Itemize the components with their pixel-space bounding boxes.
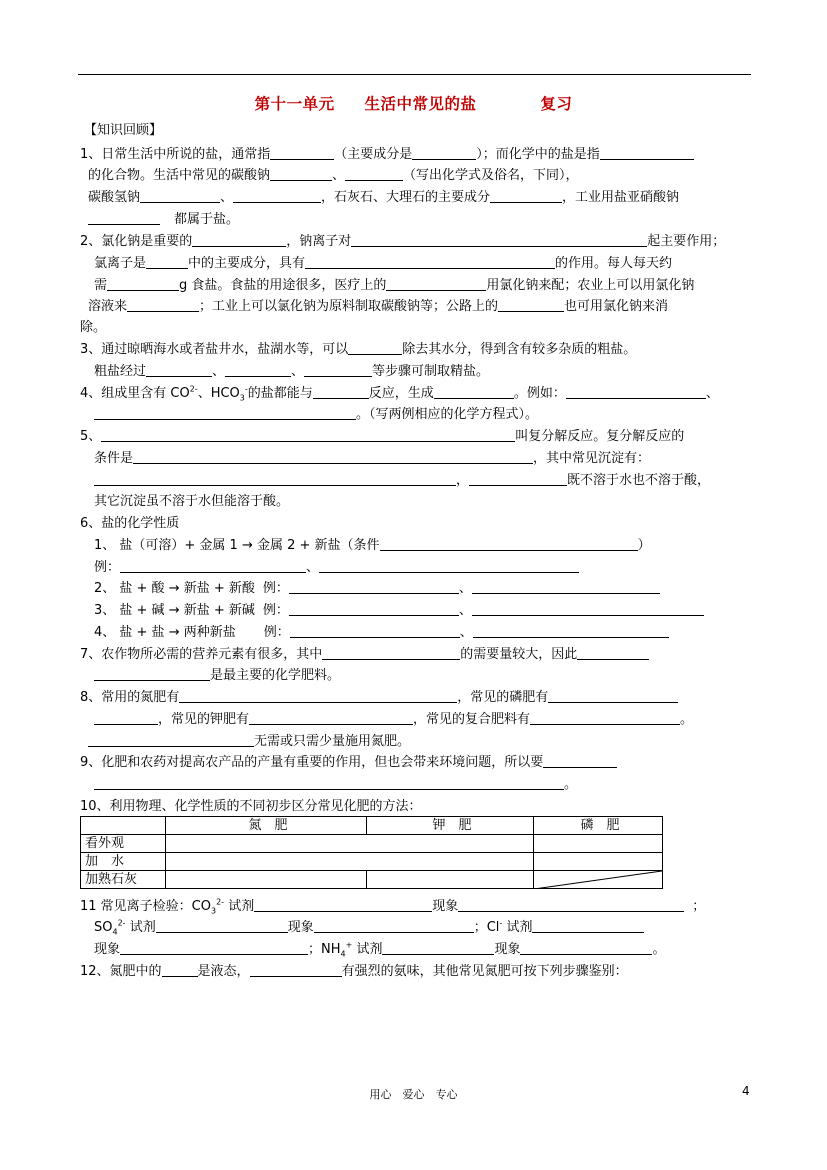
table-cell[interactable] xyxy=(534,853,663,871)
q11-line3: 现象 ；$NH_4^+$ 试剂 现象 。 xyxy=(94,940,666,959)
blank[interactable] xyxy=(162,962,198,977)
blank[interactable] xyxy=(270,166,332,181)
blank[interactable] xyxy=(472,601,704,616)
table-row xyxy=(81,853,663,871)
blank[interactable] xyxy=(548,688,678,703)
q1-line3: 碳酸氢钠 、 ，石灰石、大理石的主要成分 ，工业用盐亚硝酸钠 xyxy=(88,190,680,205)
q3-line1: 3、通过晾晒海水或者盐井水，盐湖水等，可以 除去其水分，得到含有较多杂质的粗盐。 xyxy=(80,342,637,357)
blank[interactable] xyxy=(94,775,564,790)
blank[interactable] xyxy=(120,940,308,955)
q5-line4: 其它沉淀虽不溶于水但能溶于酸。 xyxy=(94,494,290,509)
q12-line1: 12、氮肥中的 是液态， 有强烈的氨味，其他常见氮肥可按下列步骤鉴别： xyxy=(80,964,628,979)
table-row xyxy=(81,835,663,853)
blank[interactable] xyxy=(249,710,413,725)
blank[interactable] xyxy=(458,897,684,912)
fertilizer-table xyxy=(80,816,663,889)
blank[interactable] xyxy=(233,188,321,203)
blank[interactable] xyxy=(140,188,220,203)
blank[interactable] xyxy=(254,897,432,912)
blank[interactable] xyxy=(289,579,459,594)
q4-line1: 4、组成里含有 $CO^{2-}$、$HCO_3^-$的盐都能与 反应，生成 。例如： 、 xyxy=(80,384,719,403)
blank[interactable] xyxy=(351,232,647,247)
blank[interactable] xyxy=(319,558,579,573)
blank[interactable] xyxy=(473,623,669,638)
blank[interactable] xyxy=(101,427,515,442)
blank[interactable] xyxy=(120,558,306,573)
blank[interactable] xyxy=(250,962,342,977)
title-review: 复习 xyxy=(540,95,573,113)
blank[interactable] xyxy=(322,645,460,660)
q8-line2: ，常见的钾肥有 ，常见的复合肥料有 。 xyxy=(94,710,693,730)
q5-line2: 条件是 ，其中常见沉淀有： xyxy=(94,451,651,466)
row-label: 加熟石灰 xyxy=(81,871,166,889)
table-cell[interactable] xyxy=(166,853,534,871)
blank[interactable] xyxy=(530,710,680,725)
blank[interactable] xyxy=(88,732,254,747)
section-heading: 【知识回顾】 xyxy=(84,123,163,138)
diagonal-cell xyxy=(534,871,663,889)
blank[interactable] xyxy=(290,623,460,638)
title-topic: 生活中常见的盐 xyxy=(364,95,477,113)
blank[interactable] xyxy=(434,384,514,399)
blank[interactable] xyxy=(305,254,555,269)
q5-line3: ， 既不溶于水也不溶于酸， xyxy=(94,471,710,491)
blank[interactable] xyxy=(412,145,476,160)
blank[interactable] xyxy=(472,579,660,594)
blank[interactable] xyxy=(289,601,459,616)
q6-rule3: 3、 盐 + 碱 → 新盐 + 新碱 例： 、 xyxy=(94,601,704,621)
q9-line1: 9、化肥和农药对提高农产品的产量有重要的作用，但也会带来环境问题，所以要 xyxy=(80,753,617,773)
q10-title: 10、利用物理、化学性质的不同初步区分常见化肥的方法： xyxy=(80,799,422,814)
q11-line1: 11 常见离子检验：$CO_3^{2-}$ 试剂 现象 ； xyxy=(80,897,706,916)
blank[interactable] xyxy=(107,276,179,291)
q6-rule1: 1、 盐（可溶）+ 金属 1 → 金属 2 + 新盐（条件 ） xyxy=(94,538,651,553)
q5-line1: 5、 叫复分解反应。复分解反应的 xyxy=(80,429,685,444)
table-cell[interactable] xyxy=(166,835,534,853)
blank[interactable] xyxy=(386,276,486,291)
blank[interactable] xyxy=(127,297,199,312)
row-label: 加 水 xyxy=(81,853,166,871)
q8-line1: 8、常用的氮肥有 ，常见的磷肥有 xyxy=(80,688,678,708)
table-row xyxy=(81,871,663,889)
table-header: 钾 肥 xyxy=(367,817,534,835)
blank[interactable] xyxy=(313,384,369,399)
table-header: 氮 肥 xyxy=(166,817,367,835)
blank[interactable] xyxy=(304,362,372,377)
q6-title: 6、盐的化学性质 xyxy=(80,516,180,531)
blank[interactable] xyxy=(577,645,649,660)
header-rule xyxy=(78,74,751,75)
blank[interactable] xyxy=(192,232,286,247)
blank[interactable] xyxy=(532,918,644,933)
q2-line4: 溶液来 ；工业上可以氯化钠为原料制取碳酸钠等；公路上的 也可用氯化钠来消 xyxy=(88,299,669,314)
q3-line2: 粗盐经过 、 、 等步骤可制取精盐。 xyxy=(94,364,490,379)
table-header: 磷 肥 xyxy=(534,817,663,835)
blank[interactable] xyxy=(382,940,494,955)
blank[interactable] xyxy=(146,254,188,269)
q6-rule4: 4、 盐 + 盐 → 两种新盐 例： 、 xyxy=(94,623,669,643)
blank[interactable] xyxy=(94,405,356,420)
footer-text: 用心 爱心 专心 xyxy=(369,1088,458,1101)
blank[interactable] xyxy=(133,449,533,464)
blank[interactable] xyxy=(469,471,567,486)
blank[interactable] xyxy=(146,362,212,377)
blank[interactable] xyxy=(94,666,210,681)
q1-line2: 的化合物。生活中常见的碳酸钠 、 （写出化学式及俗名，下同）， xyxy=(88,168,579,183)
row-label: 看外观 xyxy=(81,835,166,853)
q2-line5: 除。 xyxy=(80,320,107,335)
blank[interactable] xyxy=(520,940,652,955)
table-cell[interactable] xyxy=(166,871,367,889)
q1-line4: 都属于盐。 xyxy=(88,210,239,230)
diagonal-line xyxy=(534,871,662,889)
blank[interactable] xyxy=(94,710,158,725)
table-cell[interactable] xyxy=(367,871,534,889)
title-unit: 第十一单元 xyxy=(254,95,335,113)
q9-line2: 。 xyxy=(94,775,577,795)
page-number: 4 xyxy=(742,1084,750,1098)
blank[interactable] xyxy=(348,340,402,355)
blank[interactable] xyxy=(543,753,617,768)
blank[interactable] xyxy=(314,918,474,933)
blank[interactable] xyxy=(498,297,564,312)
blank[interactable] xyxy=(490,188,562,203)
blank[interactable] xyxy=(225,362,291,377)
q6-rule2: 2、 盐 + 酸 → 新盐 + 新酸 例： 、 xyxy=(94,579,660,599)
blank[interactable] xyxy=(600,145,694,160)
blank[interactable] xyxy=(94,471,456,486)
table-cell xyxy=(81,817,166,835)
q2-line2: 氯离子是 中的主要成分，具有 的作用。每人每天约 xyxy=(94,256,673,271)
q4-line2: 。（写两例相应的化学方程式）。 xyxy=(94,405,538,425)
page-title xyxy=(0,92,827,114)
q2-line1: 2、氯化钠是重要的 ，钠离子对 起主要作用； xyxy=(80,234,726,249)
q7-line2: 是最主要的化学肥料。 xyxy=(94,666,340,686)
table-cell[interactable] xyxy=(534,835,663,853)
blank[interactable] xyxy=(566,384,706,399)
blank[interactable] xyxy=(156,918,288,933)
q2-line3: 需 g 食盐。食盐的用途很多，医疗上的 用氯化钠来配；农业上可以用氯化钠 xyxy=(94,278,695,293)
q7-line1: 7、农作物所必需的营养元素有很多，其中 的需要量较大，因此 xyxy=(80,645,649,665)
q8-line3: 无需或只需少量施用氮肥。 xyxy=(88,732,410,752)
blank[interactable] xyxy=(88,210,160,225)
table-row xyxy=(81,817,663,835)
q11-line2: $SO_4^{2-}$ 试剂 现象 ；Cl- 试剂 xyxy=(94,918,644,938)
q6-rule1-example: 例： 、 xyxy=(94,558,579,578)
q1-line1: 1、日常生活中所说的盐，通常指 （主要成分是 ）；而化学中的盐是指 xyxy=(80,145,694,165)
blank[interactable] xyxy=(345,166,403,181)
blank[interactable] xyxy=(270,145,334,160)
blank[interactable] xyxy=(380,536,638,551)
blank[interactable] xyxy=(179,688,457,703)
